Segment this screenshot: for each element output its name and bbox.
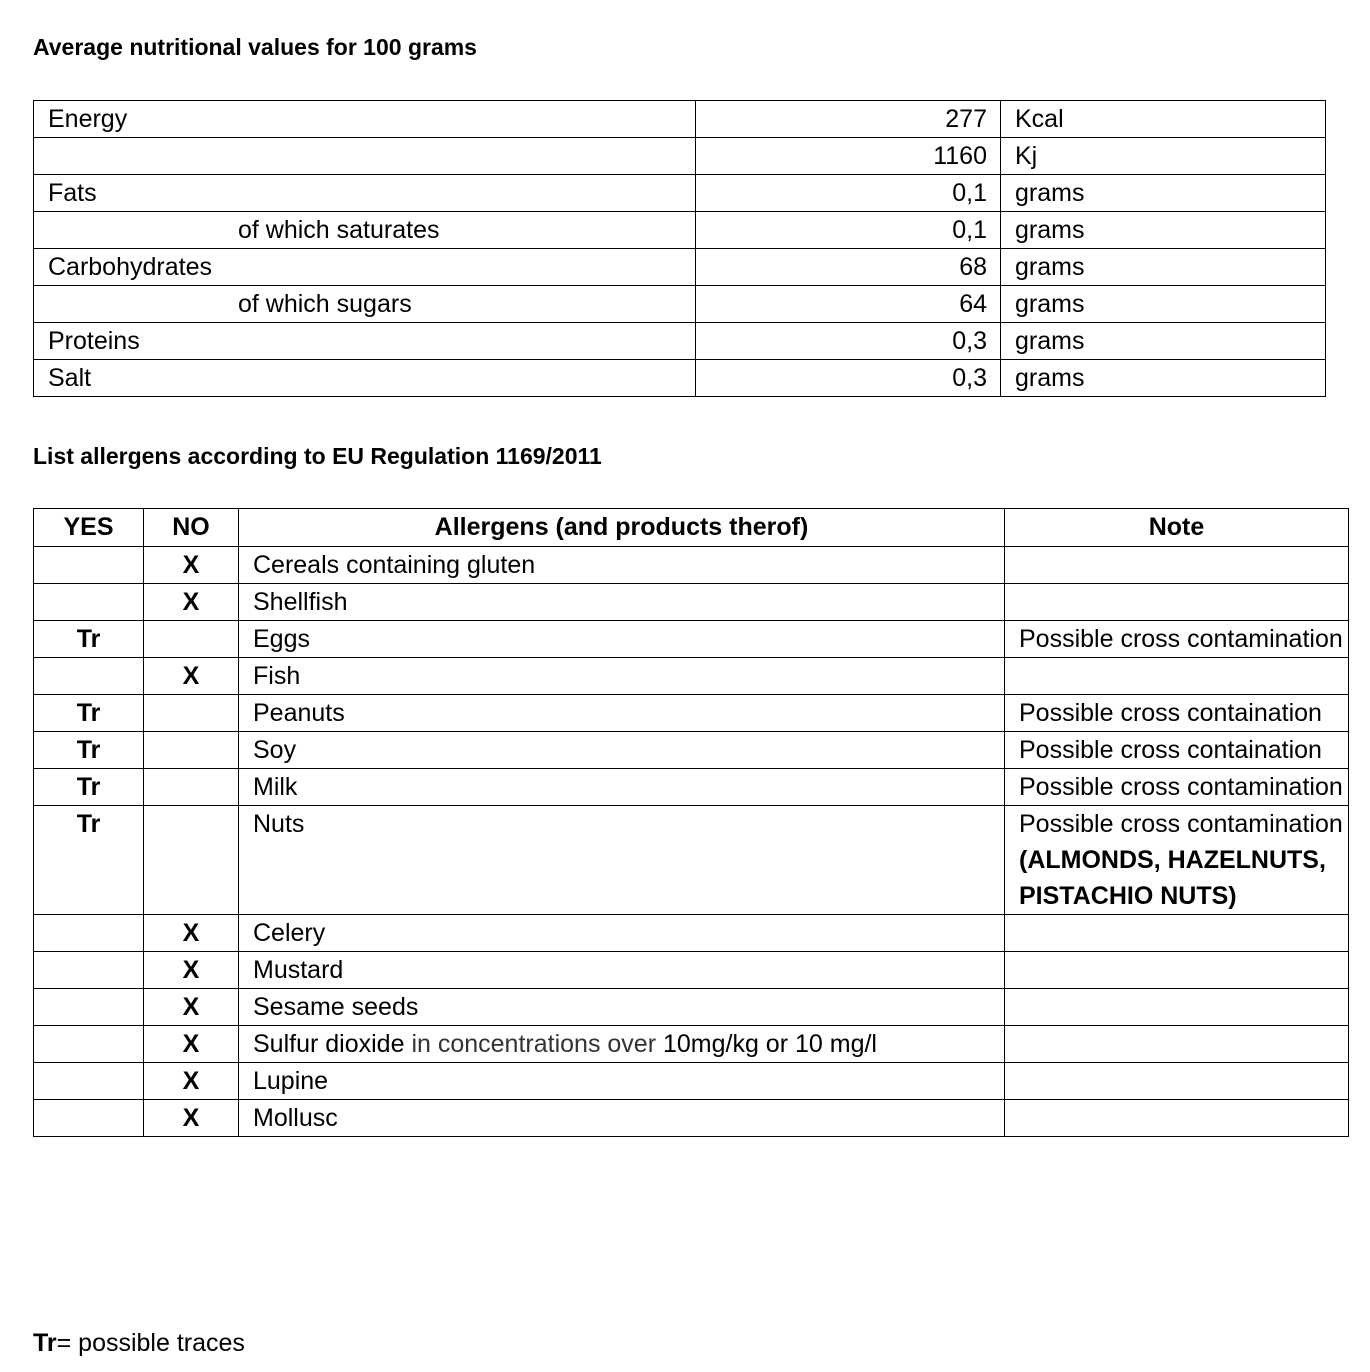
nutrient-value: 0,3 xyxy=(696,360,1001,397)
allergen-yes-mark xyxy=(34,547,144,584)
allergen-no-mark xyxy=(144,621,239,658)
allergen-yes-mark xyxy=(34,658,144,695)
allergen-yes-mark xyxy=(34,989,144,1026)
allergen-no-mark: X xyxy=(144,584,239,621)
allergen-header-row xyxy=(34,509,1349,547)
nutrition-row xyxy=(34,249,1326,286)
nutrient-value: 277 xyxy=(696,101,1001,138)
footnote-definition: = possible traces xyxy=(56,1329,245,1357)
allergen-no-mark: X xyxy=(144,915,239,952)
nutrient-unit: grams xyxy=(1001,286,1326,323)
allergen-no-mark: X xyxy=(144,547,239,584)
allergen-yes-mark: Tr xyxy=(34,806,144,915)
allergen-no-mark xyxy=(144,732,239,769)
nutrient-name: of which sugars xyxy=(34,286,696,323)
footnote xyxy=(33,1327,245,1359)
nutrient-unit: Kcal xyxy=(1001,101,1326,138)
nutrition-title: Average nutritional values for 100 grams xyxy=(33,34,477,60)
allergen-row xyxy=(34,732,1349,769)
allergen-name-part: in concentrations over xyxy=(411,1030,657,1058)
nutrient-unit: grams xyxy=(1001,175,1326,212)
allergen-no-mark xyxy=(144,806,239,915)
allergen-yes-mark xyxy=(34,1063,144,1100)
nutrition-table xyxy=(33,100,1326,397)
allergen-yes-mark: Tr xyxy=(34,621,144,658)
allergen-row xyxy=(34,547,1349,584)
nutrition-table-body xyxy=(34,101,1326,397)
allergen-note xyxy=(1005,584,1349,621)
nutrition-row xyxy=(34,175,1326,212)
allergen-note xyxy=(1005,989,1349,1026)
allergen-row xyxy=(34,915,1349,952)
allergen-note xyxy=(1005,1026,1349,1063)
allergen-yes-mark xyxy=(34,584,144,621)
allergen-yes-mark: Tr xyxy=(34,769,144,806)
allergen-row xyxy=(34,989,1349,1026)
allergen-no-mark xyxy=(144,769,239,806)
allergen-yes-mark xyxy=(34,1100,144,1137)
allergen-note xyxy=(1005,658,1349,695)
nutrition-row xyxy=(34,101,1326,138)
allergen-no-mark: X xyxy=(144,952,239,989)
nutrient-unit: grams xyxy=(1001,360,1326,397)
nutrition-row xyxy=(34,286,1326,323)
allergen-note-text: Possible cross containation xyxy=(1019,699,1322,727)
allergen-name: Cereals containing gluten xyxy=(239,547,1005,584)
allergen-row xyxy=(34,1100,1349,1137)
nutrient-unit: Kj xyxy=(1001,138,1326,175)
allergen-note-detail: (ALMONDS, HAZELNUTS, PISTACHIO NUTS) xyxy=(1019,846,1326,910)
nutrition-row xyxy=(34,360,1326,397)
allergen-row xyxy=(34,952,1349,989)
allergen-yes-mark xyxy=(34,952,144,989)
allergen-row xyxy=(34,1026,1349,1063)
allergen-name: Eggs xyxy=(239,621,1005,658)
allergen-row xyxy=(34,1063,1349,1100)
allergen-name: Peanuts xyxy=(239,695,1005,732)
nutrient-unit: grams xyxy=(1001,212,1326,249)
allergen-table-body xyxy=(34,547,1349,1137)
nutrition-row xyxy=(34,138,1326,175)
nutrient-unit: grams xyxy=(1001,323,1326,360)
allergen-name: Shellfish xyxy=(239,584,1005,621)
allergen-no-mark: X xyxy=(144,1100,239,1137)
allergen-note-text: Possible cross contamination xyxy=(1019,773,1343,801)
allergen-note xyxy=(1005,806,1349,915)
allergen-note xyxy=(1005,732,1349,769)
allergen-name xyxy=(239,1026,1005,1063)
allergen-name: Celery xyxy=(239,915,1005,952)
nutrient-name: Salt xyxy=(34,360,696,397)
nutrient-value: 64 xyxy=(696,286,1001,323)
allergen-note xyxy=(1005,915,1349,952)
nutrient-value: 0,3 xyxy=(696,323,1001,360)
nutrient-name: Carbohydrates xyxy=(34,249,696,286)
allergen-no-mark: X xyxy=(144,989,239,1026)
allergen-row xyxy=(34,584,1349,621)
nutrition-row xyxy=(34,212,1326,249)
allergen-row xyxy=(34,695,1349,732)
allergen-name: Sesame seeds xyxy=(239,989,1005,1026)
nutrient-name: Fats xyxy=(34,175,696,212)
allergen-table-header xyxy=(34,509,1349,547)
allergen-row xyxy=(34,658,1349,695)
allergen-note xyxy=(1005,695,1349,732)
allergen-note xyxy=(1005,1063,1349,1100)
footnote-term: Tr xyxy=(33,1329,57,1357)
allergen-name: Lupine xyxy=(239,1063,1005,1100)
allergen-note-text: Possible cross contamination xyxy=(1019,810,1343,838)
allergen-row xyxy=(34,769,1349,806)
allergen-yes-mark: Tr xyxy=(34,695,144,732)
nutrient-name: of which saturates xyxy=(34,212,696,249)
allergens-title: List allergens according to EU Regulation 1169/2011 xyxy=(33,443,602,469)
allergen-no-mark: X xyxy=(144,1063,239,1100)
allergen-no-mark: X xyxy=(144,1026,239,1063)
allergen-table xyxy=(33,508,1349,1137)
allergen-note-text: Possible cross containation xyxy=(1019,736,1322,764)
allergen-no-mark: X xyxy=(144,658,239,695)
allergen-name: Mustard xyxy=(239,952,1005,989)
allergen-note-text: Possible cross contamination xyxy=(1019,625,1343,653)
allergen-row xyxy=(34,621,1349,658)
nutrition-row xyxy=(34,323,1326,360)
nutrient-name xyxy=(34,138,696,175)
header-allergen: Allergens (and products therof) xyxy=(239,509,1005,547)
allergen-no-mark xyxy=(144,695,239,732)
header-no: NO xyxy=(144,509,239,547)
header-yes: YES xyxy=(34,509,144,547)
nutrient-name: Proteins xyxy=(34,323,696,360)
allergen-name-part: Sulfur dioxide xyxy=(253,1030,412,1058)
header-note: Note xyxy=(1005,509,1349,547)
allergen-row xyxy=(34,806,1349,915)
nutrient-name: Energy xyxy=(34,101,696,138)
allergen-name: Nuts xyxy=(239,806,1005,915)
allergen-note xyxy=(1005,952,1349,989)
nutrient-unit: grams xyxy=(1001,249,1326,286)
allergen-name: Fish xyxy=(239,658,1005,695)
nutrient-value: 0,1 xyxy=(696,212,1001,249)
allergen-note xyxy=(1005,547,1349,584)
allergen-note xyxy=(1005,769,1349,806)
allergen-yes-mark xyxy=(34,915,144,952)
allergen-yes-mark: Tr xyxy=(34,732,144,769)
nutrient-value: 1160 xyxy=(696,138,1001,175)
allergen-yes-mark xyxy=(34,1026,144,1063)
allergen-note xyxy=(1005,621,1349,658)
nutrient-value: 68 xyxy=(696,249,1001,286)
nutrient-value: 0,1 xyxy=(696,175,1001,212)
allergen-name-part: 10mg/kg or 10 mg/l xyxy=(656,1030,877,1058)
allergen-name: Mollusc xyxy=(239,1100,1005,1137)
allergen-note xyxy=(1005,1100,1349,1137)
allergen-name: Soy xyxy=(239,732,1005,769)
allergen-name: Milk xyxy=(239,769,1005,806)
